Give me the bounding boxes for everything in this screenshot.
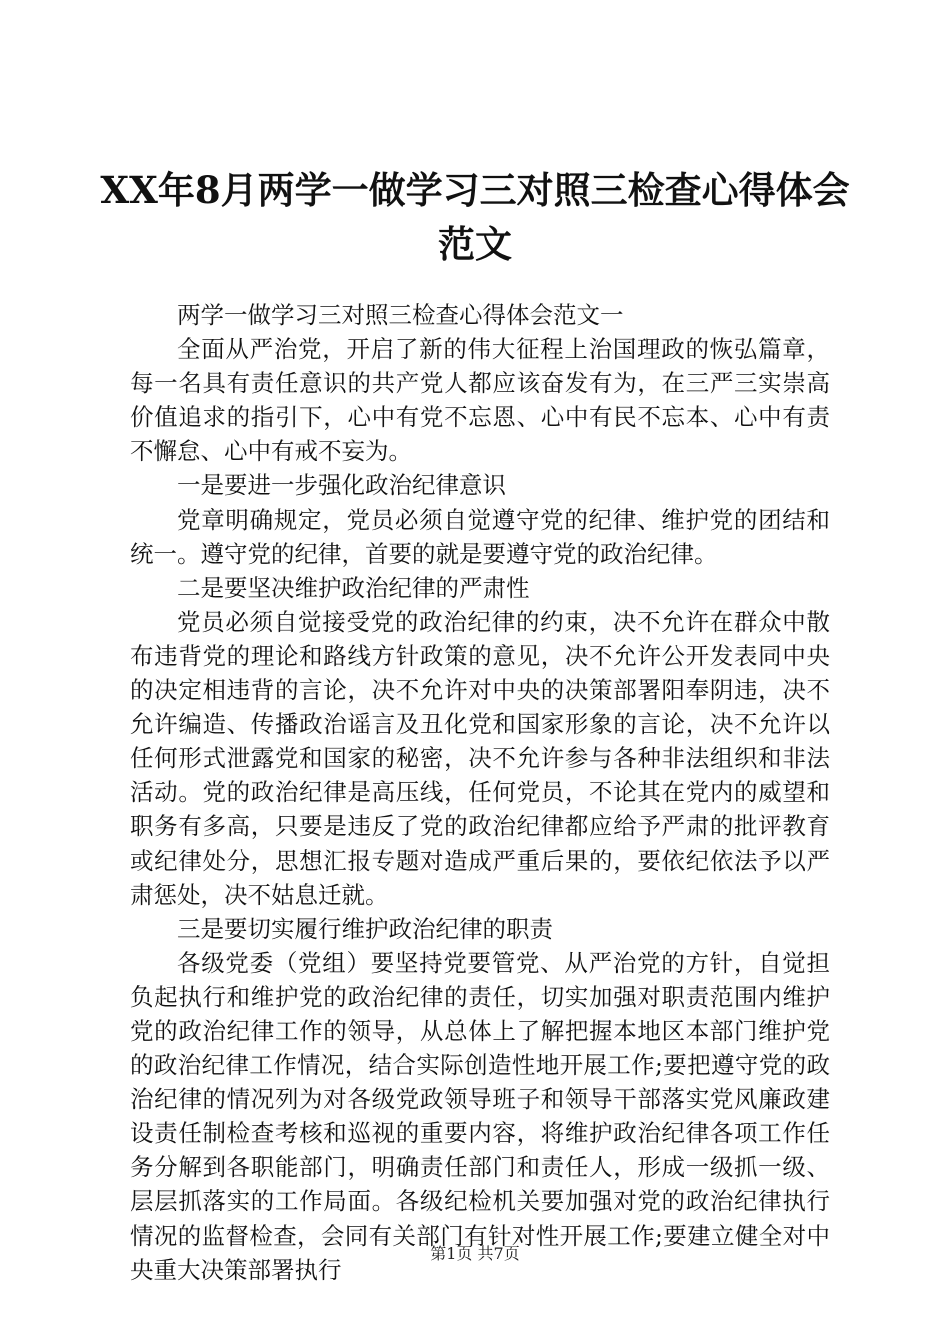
section-heading-1: 一是要进一步强化政治纪律意识 <box>177 471 506 500</box>
section-heading-2: 二是要坚决维护政治纪律的严肃性 <box>177 573 530 602</box>
document-body <box>130 298 830 1287</box>
section-heading-3: 三是要切实履行维护政治纪律的职责 <box>177 914 553 943</box>
paragraph-section-3: 各级党委（党组）要坚持党要管党、从严治党的方针，自觉担负起执行和维护党的政治纪律的责任，切实加强对职责范围内维护党的政治纪律工作的领导，从总体上了解把握本地区本部门维护党的政治纪律工作情况，结合实际创造性地开展工作;要把遵守党的政治纪律的情况列为对各级党政领导班子和领导干部落实党风廉政建设责任制检查考核和巡视的重要内容，将维护政治纪律各项工作任务分解到各职能部门，明确责任部门和责任人，形成一级抓一级、层层抓落实的工作局面。各级纪检机关要加强对党的政治纪律执行情况的监督检查，会同有关部门有针对性开展工作;要建立健全对中央重大决策部署执行 <box>130 948 830 1284</box>
document-subtitle: 两学一做学习三对照三检查心得体会范文一 <box>177 301 624 329</box>
paragraph-intro: 全面从严治党，开启了新的伟大征程上治国理政的恢弘篇章，每一名具有责任意识的共产党人都应该奋发有为，在三严三实崇高价值追求的指引下，心中有党不忘恩、心中有民不忘本、心中有责不懈怠、心中有戒不妄为。 <box>130 335 830 466</box>
document-title-line1: XX年8月两学一做学习三对照三检查心得体会 <box>100 168 850 212</box>
document-title-line2: 范文 <box>438 222 512 266</box>
paragraph-section-2: 党员必须自觉接受党的政治纪律的约束，决不允许在群众中散布违背党的理论和路线方针政策的意见，决不允许公开发表同中央的决定相违背的言论，决不允许对中央的决策部署阳奉阴违，决不允许编造、传播政治谣言及丑化党和国家形象的言论，决不允许以任何形式泄露党和国家的秘密，决不允许参与各种非法组织和非法活动。党的政治纪律是高压线，任何党员，不论其在党内的威望和职务有多高，只要是违反了党的政治纪律都应给予严肃的批评教育或纪律处分，思想汇报专题对造成严重后果的，要依纪依法予以严肃惩处，决不姑息迁就。 <box>130 607 830 909</box>
page-number-footer: 第1页 共7页 <box>430 1244 520 1263</box>
paragraph-section-1: 党章明确规定，党员必须自觉遵守党的纪律、维护党的团结和统一。遵守党的纪律，首要的就是要遵守党的政治纪律。 <box>130 505 830 568</box>
